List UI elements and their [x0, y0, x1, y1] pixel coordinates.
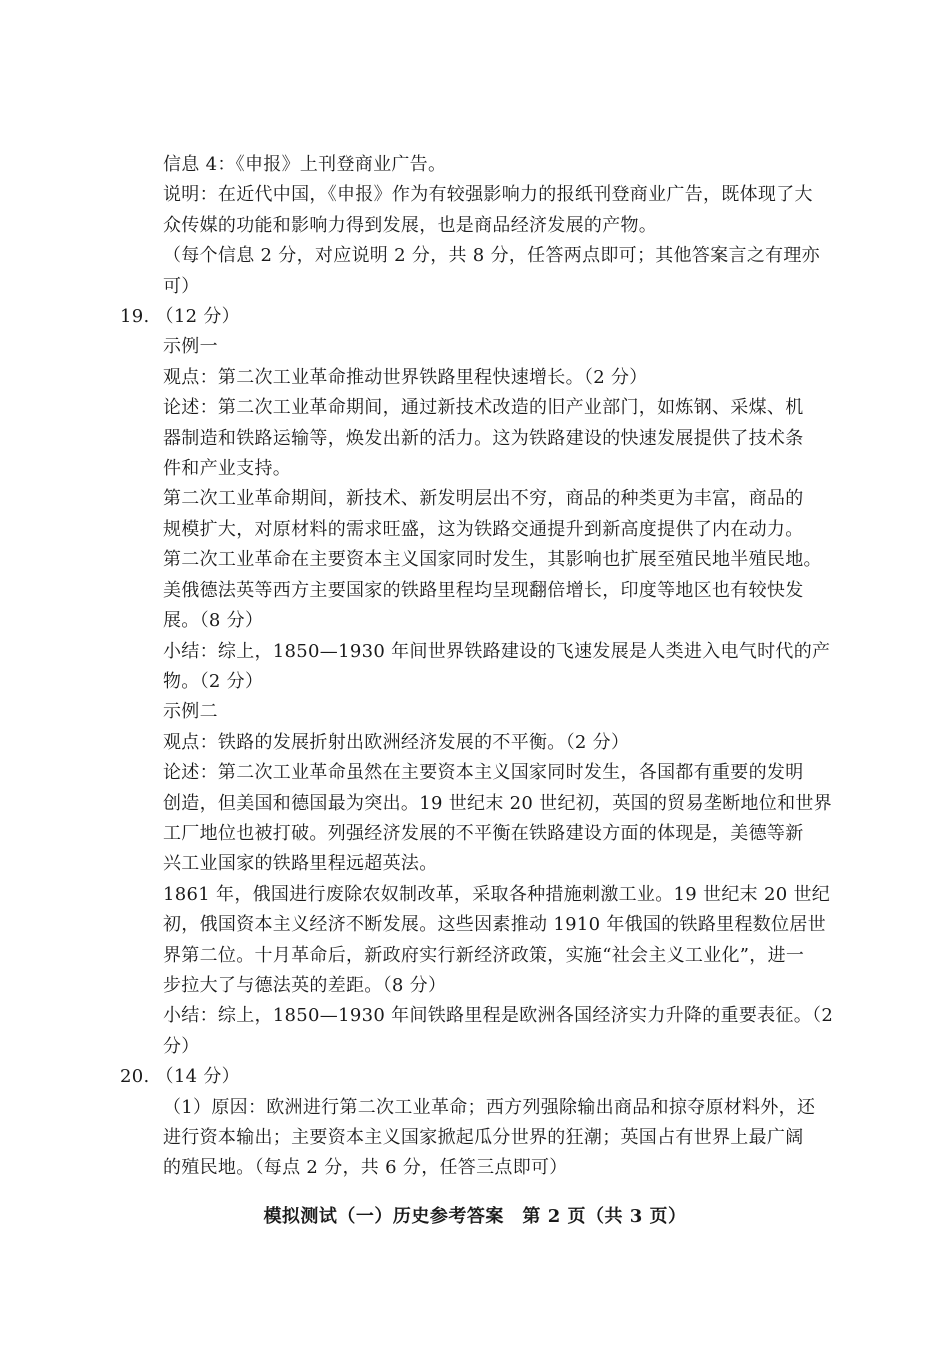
- text-line: （每个信息 2 分，对应说明 2 分，共 8 分，任答两点即可；其他答案言之有理亦: [163, 245, 820, 267]
- text-line: 器制造和铁路运输等，焕发出新的活力。这为铁路建设的快速发展提供了技术条: [163, 427, 804, 449]
- text-line: 初，俄国资本主义经济不断发展。这些因素推动 1910 年俄国的铁路里程数位居世: [163, 914, 826, 936]
- text-line: 美俄德法英等西方主要国家的铁路里程均呈现翻倍增长，印度等地区也有较快发: [163, 579, 804, 601]
- text-line: 步拉大了与德法英的差距。（8 分）: [163, 974, 447, 996]
- text-line: 展。（8 分）: [163, 610, 264, 632]
- example-heading: 示例一: [163, 336, 218, 358]
- text-line: 进行资本输出；主要资本主义国家掀起瓜分世界的狂潮；英国占有世界上最广阔: [163, 1127, 804, 1148]
- text-line: 论述：第二次工业革命虽然在主要资本主义国家同时发生，各国都有重要的发明: [163, 762, 804, 784]
- answer-content: [120, 150, 834, 1184]
- question-19-heading: 19. （12 分）: [120, 306, 240, 328]
- text-line: 规模扩大，对原材料的需求旺盛，这为铁路交通提升到新高度提供了内在动力。: [163, 518, 804, 540]
- text-line: 第二次工业革命期间，新技术、新发明层出不穷，商品的种类更为丰富，商品的: [163, 488, 804, 510]
- text-line: 小结：综上，1850—1930 年间铁路里程是欧洲各国经济实力升降的重要表征。（2: [163, 1005, 834, 1027]
- text-line: 说明：在近代中国，《申报》作为有较强影响力的报纸刊登商业广告，既体现了大: [163, 184, 813, 206]
- text-line: 界第二位。十月革命后，新政府实行新经济政策，实施“社会主义工业化”，进一: [163, 944, 805, 966]
- text-line: 分）: [163, 1035, 200, 1057]
- text-line: 兴工业国家的铁路里程远超英法。: [163, 853, 438, 875]
- text-line: 众传媒的功能和影响力得到发展，也是商品经济发展的产物。: [163, 214, 658, 236]
- text-line: （1）原因：欧洲进行第二次工业革命；西方列强除输出商品和掠夺原材料外，还: [163, 1096, 816, 1118]
- text-line: 件和产业支持。: [163, 458, 292, 480]
- text-line: 信息 4：《申报》上刊登商业广告。: [163, 154, 447, 175]
- text-line: 第二次工业革命在主要资本主义国家同时发生，其影响也扩展至殖民地半殖民地。: [163, 549, 822, 571]
- text-line: 物。（2 分）: [163, 670, 264, 692]
- text-line: 小结：综上，1850—1930 年间世界铁路建设的飞速发展是人类进入电气时代的产: [163, 640, 831, 662]
- page-footer: 模拟测试（一）历史参考答案 第 2 页（共 3 页）: [263, 1206, 687, 1227]
- text-line: 论述：第二次工业革命期间，通过新技术改造的旧产业部门，如炼钢、采煤、机: [163, 397, 804, 419]
- text-line: 可）: [163, 275, 200, 297]
- text-line: 观点：铁路的发展折射出欧洲经济发展的不平衡。（2 分）: [163, 731, 630, 753]
- text-line: 的殖民地。（每点 2 分，共 6 分，任答三点即可）: [163, 1157, 568, 1179]
- example-heading: 示例二: [163, 701, 218, 723]
- text-line: 观点：第二次工业革命推动世界铁路里程快速增长。（2 分）: [163, 366, 648, 388]
- question-20-heading: 20. （14 分）: [120, 1066, 240, 1088]
- text-line: 1861 年，俄国进行废除农奴制改革，采取各种措施刺激工业。19 世纪末 20 世纪: [163, 883, 831, 905]
- text-line: 创造，但美国和德国最为突出。19 世纪末 20 世纪初，英国的贸易垄断地位和世界: [163, 792, 832, 814]
- text-line: 工厂地位也被打破。列强经济发展的不平衡在铁路建设方面的体现是，美德等新: [163, 822, 804, 844]
